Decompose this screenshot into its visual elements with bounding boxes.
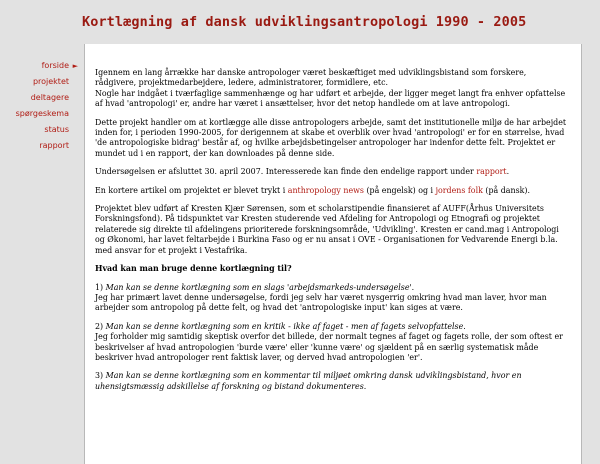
- nav-link-status[interactable]: status: [44, 125, 69, 134]
- nav-link-spoergeskema[interactable]: spørgeskema: [15, 109, 69, 118]
- usage-item-text: Jeg forholder mig samtidig skeptisk overfor det billede, der normalt tegnes af faget og fagets rolle, der som oftest er beskrivelser af hvad antropologien 'burde være' eller 'kunne være' og sjældent på en særlig systematisk måde beskriver hvad antropologer rent faktisk laver, og derved hvad antropologien 'er'.: [95, 332, 563, 362]
- usage-item-number: 2): [95, 321, 106, 331]
- jordens-folk-link[interactable]: jordens folk: [435, 185, 483, 195]
- intro-text: Igennem en lang årrække har danske antropologer været beskæftiget med udviklingsbistand som forskere, rådgivere, projektmedarbejdere, ledere, administratorer, formidlere, etc.: [95, 68, 527, 88]
- usage-item-text: Jeg har primært lavet denne undersøgelse, fordi jeg selv har været nysgerrig omkring hvad man laver, hvor man arbejder som antropolog på dette felt, og hvad det 'antropologiske input' kan siges at være.: [95, 292, 547, 313]
- main-content: [84, 44, 582, 464]
- usage-item-number: 3): [95, 371, 106, 381]
- usage-item-title: Man kan se denne kortlægning som en kommentar til miljøet omkring dansk udviklingsbistand, hvor en uhensigtsmæssig adskillelse af forskning og bistand dokumenteres.: [95, 371, 522, 391]
- usage-item-3: [95, 371, 569, 392]
- usage-heading: Hvad kan man bruge denne kortlægning til?: [95, 264, 292, 274]
- author-paragraph: Projektet blev udført af Kresten Kjær Sørensen, som et scholarstipendie finansieret af AUFF(Århus Universitets Forskningsfond). På tidspunktet var Kresten studerende ved Afdeling for Antropologi og Etnografi og projektet relaterede sig direkte til afdelingens prioriterede forskningsområde, 'Udvikling'. Kresten er cand.mag i Antropologi og Økonomi, har lavet feltarbejde i Burkina Faso og er nu ansat i OVE - Organisationen for Vedvarende Energi b.la. med ansvar for et projekt i Vestafrika.: [95, 204, 559, 255]
- project-description-paragraph: Dette projekt handler om at kortlægge alle disse antropologers arbejde, samt det institutionelle miljø de har arbejdet inden for, i perioden 1990-2005, for derigennem at skabe et overblik over hvad 'antropologi' er for en størrelse, hvad 'de antropologiske bidrag' består af, og hvilke arbejdsbetingelser antropologer har indenfor dette felt. Projektet er mundet ud i en rapport, der kan downloades på denne side.: [95, 117, 567, 158]
- intro-text-continued: Nogle har indgået i tværfaglige sammenhænge og har udført et arbejde, der ligger meget langt fra enhver opfattelse af hvad 'antropologi' er, andre har været i ansættelser, hvor det netop handlede om at lave antropologi.: [95, 88, 566, 109]
- nav-link-deltagere[interactable]: deltagere: [30, 93, 69, 102]
- usage-item-title: Man kan se denne kortlægning som en slags 'arbejdsmarkeds-undersøgelse'.: [105, 282, 415, 292]
- article-text-middle: (på engelsk) og i: [363, 185, 436, 195]
- page-title: Kortlægning af dansk udviklingsantropologi 1990 - 2005: [82, 14, 527, 30]
- current-page-arrow-icon: ►: [72, 62, 78, 70]
- nav-link-rapport[interactable]: rapport: [39, 141, 69, 150]
- usage-item-number: 1): [95, 282, 106, 292]
- completion-text: Undersøgelsen er afsluttet 30. april 2007. Interesserede kan finde den endelige rapport under: [95, 167, 477, 177]
- completion-paragraph: [95, 167, 569, 177]
- article-paragraph: [95, 186, 569, 196]
- nav-link-label: forside: [41, 61, 69, 70]
- usage-item-1: [95, 283, 569, 314]
- usage-item-2: [95, 322, 569, 364]
- side-navigation: [0, 58, 78, 154]
- nav-link-forside[interactable]: [0, 58, 78, 74]
- anthropology-news-link[interactable]: anthropology news: [287, 185, 364, 195]
- rapport-link[interactable]: rapport: [476, 167, 507, 177]
- article-text: En kortere artikel om projektet er blevet trykt i: [95, 185, 288, 195]
- intro-paragraph: [95, 68, 569, 110]
- completion-text-end: .: [506, 167, 510, 177]
- article-text-end: (på dansk).: [482, 185, 530, 195]
- nav-link-projektet[interactable]: projektet: [32, 77, 69, 86]
- usage-item-title: Man kan se denne kortlægning som en kritik - ikke af faget - men af fagets selvopfattelse.: [105, 321, 466, 331]
